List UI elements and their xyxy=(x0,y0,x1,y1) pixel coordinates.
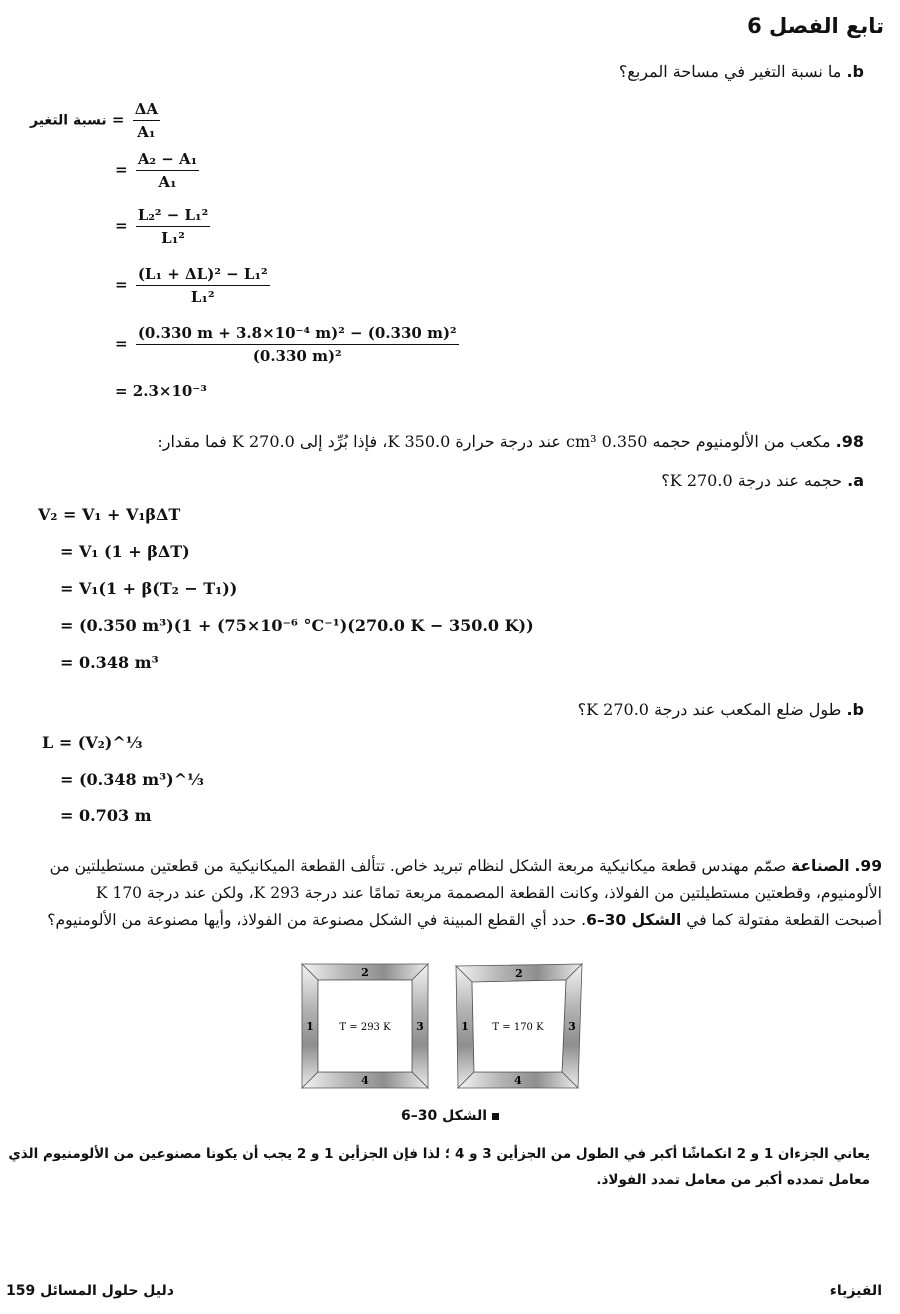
part-label-1: 1 xyxy=(461,1020,469,1033)
figure-30-6 xyxy=(300,962,590,1094)
equation-line: = 0.348 m³ xyxy=(60,653,159,672)
equation-line: = V₁(1 + β(T₂ − T₁)) xyxy=(60,579,238,598)
equation-line: = (0.350 m³)(1 + (75×10⁻⁶ °C⁻¹)(270.0 K − 350.0 K)) xyxy=(60,616,534,635)
question-b-area xyxy=(619,62,864,81)
part-label-3: 3 xyxy=(416,1020,424,1033)
question-letter: b. xyxy=(846,62,864,81)
denominator: L₁² xyxy=(190,288,215,306)
caption-bullet xyxy=(492,1113,499,1120)
question-line: . حدد أي القطع المبينة في الشكل مصنوعة من الفولاذ، وأيها مصنوعة من الألومنيوم؟ xyxy=(47,911,587,929)
temperature-label: T = 170 K xyxy=(492,1022,544,1033)
equals-sign: = xyxy=(115,334,128,353)
fraction xyxy=(133,100,160,141)
equals-sign: = xyxy=(111,110,125,129)
fraction xyxy=(136,150,199,191)
question-letter: a. xyxy=(847,471,864,490)
question-number: 98. xyxy=(835,432,864,451)
equation-line: = 0.703 m xyxy=(60,806,152,825)
question-98 xyxy=(24,432,864,451)
question-topic: الصناعة xyxy=(791,857,850,875)
equals-sign: = xyxy=(115,275,128,294)
answer-line: معامل تمدده أكبر من معامل تمدد الفولاذ. xyxy=(596,1172,870,1188)
caption-text: الشكل 30–6 xyxy=(400,1108,488,1124)
numerator: A₂ − A₁ xyxy=(136,150,199,171)
equation-line: L = (V₂)^⅓ xyxy=(42,733,143,752)
question-line: صمّم مهندس قطعة ميكانيكية مربعة الشكل لنظام تبريد خاص. تتألف القطعة الميكانيكية من قطعتين مستطيلتين من xyxy=(49,857,787,875)
question-text: مكعب من الألومنيوم حجمه 0.350 cm³ عند درجة حرارة 350.0 K، فإذا بُرِّد إلى 270.0 K فما مقدار: xyxy=(157,432,831,451)
figure-reference: الشكل 30–6 xyxy=(586,911,682,929)
numerator: (L₁ + ΔL)² − L₁² xyxy=(136,265,270,286)
square-170k xyxy=(456,964,582,1088)
numerator: L₂² − L₁² xyxy=(136,206,210,227)
denominator: (0.330 m)² xyxy=(252,347,342,365)
footer-guide-title: دليل حلول المسائل xyxy=(40,1283,174,1299)
question-letter: b. xyxy=(846,700,864,719)
equation-line: = (0.348 m³)^⅓ xyxy=(60,770,204,789)
denominator: A₁ xyxy=(137,123,156,141)
equation-line: V₂ = V₁ + V₁βΔT xyxy=(38,505,181,524)
footer-subject: الفيزياء xyxy=(829,1283,882,1299)
part-label-4: 4 xyxy=(361,1074,369,1087)
question-line: الألومنيوم، وقطعتين مستطيلتين من الفولاذ، وكانت القطعة المصممة مربعة تمامًا عند درجة 293 K، ولكن عند درجة 170 K xyxy=(95,884,882,902)
answer-99 xyxy=(10,1141,870,1193)
denominator: L₁² xyxy=(161,229,185,247)
part-label-3: 3 xyxy=(568,1020,576,1033)
question-text: ما نسبة التغير في مساحة المربع؟ xyxy=(618,62,842,81)
part-label-2: 2 xyxy=(361,966,369,979)
question-text: طول ضلع المكعب عند درجة 270.0 K؟ xyxy=(577,700,842,719)
page-title: تابع الفصل 6 xyxy=(747,14,884,38)
question-line: أصبحت القطعة مفتولة كما في xyxy=(686,911,882,929)
answer-line: يعاني الجزءان 1 و 2 انكماشًا أكبر في الطول من الجزأين 3 و 4 ؛ لذا فإن الجزأين 1 و 2 يجب أن يكونا مصنوعين من الألومنيوم الذي xyxy=(8,1146,870,1162)
numerator: (0.330 m + 3.8×10⁻⁴ m)² − (0.330 m)² xyxy=(136,324,459,345)
question-text: حجمه عند درجة 270.0 K؟ xyxy=(661,471,843,490)
fraction xyxy=(136,206,210,247)
temperature-label: T = 293 K xyxy=(339,1022,391,1033)
question-number: 99. xyxy=(854,857,882,875)
footer-left xyxy=(6,1283,174,1299)
question-98b xyxy=(578,700,864,719)
ratio-label: نسبة التغير xyxy=(30,112,107,129)
part-label-2: 2 xyxy=(515,967,523,980)
figure-caption xyxy=(0,1108,900,1124)
question-98a xyxy=(661,471,864,490)
question-99 xyxy=(10,853,882,934)
equals-sign: = xyxy=(115,216,128,235)
equals-sign: = xyxy=(115,160,128,179)
area-ratio-result: = 2.3×10⁻³ xyxy=(115,382,207,400)
square-293k xyxy=(302,964,428,1088)
page-number: 159 xyxy=(6,1283,36,1299)
denominator: A₁ xyxy=(158,173,177,191)
fraction xyxy=(136,265,270,306)
numerator: ΔA xyxy=(133,100,160,121)
part-label-1: 1 xyxy=(306,1020,314,1033)
equation-line: = V₁ (1 + βΔT) xyxy=(60,542,190,561)
fraction xyxy=(136,324,459,365)
part-label-4: 4 xyxy=(514,1074,522,1087)
